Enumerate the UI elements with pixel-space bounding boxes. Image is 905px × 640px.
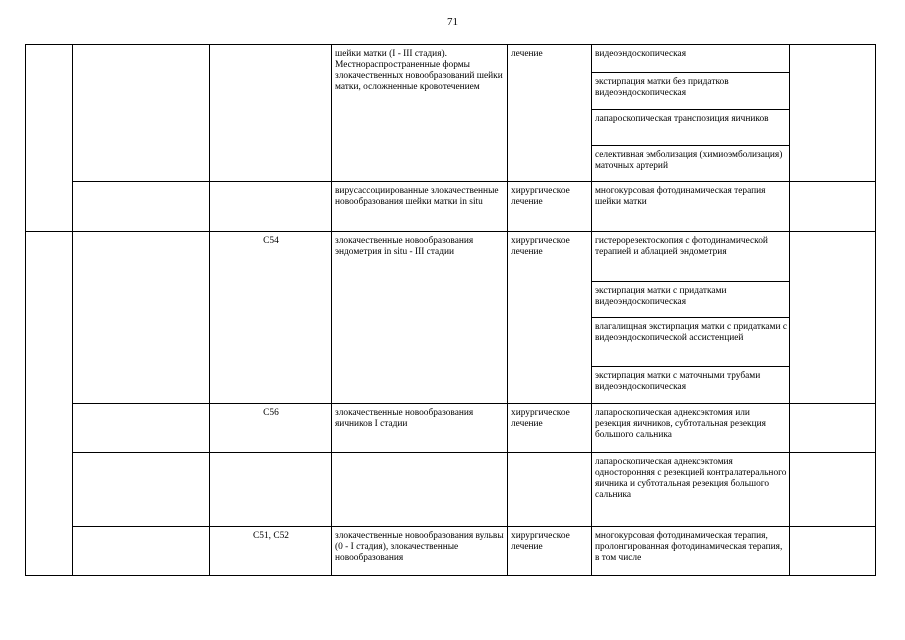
table-cell-method: экстирпация матки без придатков видеоэндоскопическая [592, 73, 790, 110]
table-cell-col1 [26, 232, 73, 576]
table-cell-method: многокурсовая фотодинамическая терапия, пролонгированная фотодинамическая терапия, в том числе [592, 527, 790, 576]
table-cell-col2 [73, 45, 210, 182]
table-cell-code [210, 453, 332, 527]
table-cell-last [790, 404, 876, 453]
page-number: 71 [447, 16, 458, 28]
table-cell-method: многокурсовая фотодинамическая терапия шейки матки [592, 182, 790, 232]
table-cell-condition: шейки матки (I - III стадия). Местнораспространенные формы злокачественных новообразований шейки матки, осложненные кровотечением [332, 45, 508, 182]
table-cell-last [790, 45, 876, 182]
table-cell-last [790, 527, 876, 576]
table-cell-treatment [508, 453, 592, 527]
table-cell-method: лапароскопическая аднексэктомия односторонняя с резекцией контралатерального яичника и субтотальная резекция большого сальника [592, 453, 790, 527]
table-cell-method: экстирпация матки с маточными трубами видеоэндоскопическая [592, 367, 790, 404]
table-cell-condition: вирусассоциированные злокачественные новообразования шейки матки in situ [332, 182, 508, 232]
table-cell-treatment: хирургическое лечение [508, 404, 592, 453]
table-cell-last [790, 453, 876, 527]
table-cell-condition [332, 453, 508, 527]
table-cell-code: C51, C52 [210, 527, 332, 576]
table-row [26, 527, 876, 576]
table-cell-condition: злокачественные новообразования эндометрия in situ - III стадии [332, 232, 508, 404]
table-cell-method: видеоэндоскопическая [592, 45, 790, 73]
table-cell-code: C56 [210, 404, 332, 453]
table-cell-last [790, 182, 876, 232]
table-cell-treatment: лечение [508, 45, 592, 182]
document-table [25, 44, 876, 576]
table-cell-treatment: хирургическое лечение [508, 182, 592, 232]
table-row [26, 232, 876, 282]
table-cell-last [790, 232, 876, 404]
table-cell-col2 [73, 404, 210, 453]
table-cell-code: C54 [210, 232, 332, 404]
table-cell-code [210, 182, 332, 232]
table-cell-treatment: хирургическое лечение [508, 527, 592, 576]
table-cell-method: влагалищная экстирпация матки с придатками с видеоэндоскопической ассистенцией [592, 318, 790, 367]
table-cell-method: экстирпация матки с придатками видеоэндоскопическая [592, 282, 790, 318]
table-cell-col1 [26, 45, 73, 232]
table-cell-method: гистерорезектоскопия с фотодинамической терапией и аблацией эндометрия [592, 232, 790, 282]
table-row [26, 404, 876, 453]
table-cell-col2 [73, 527, 210, 576]
table-cell-condition: злокачественные новообразования яичников I стадии [332, 404, 508, 453]
table-cell-code [210, 45, 332, 182]
table-cell-col2 [73, 453, 210, 527]
table-cell-condition: злокачественные новообразования вульвы (0 - I стадия), злокачественные новообразования [332, 527, 508, 576]
table-cell-treatment: хирургическое лечение [508, 232, 592, 404]
table-row [26, 45, 876, 73]
table-cell-col2 [73, 182, 210, 232]
table-cell-method: лапароскопическая транспозиция яичников [592, 110, 790, 146]
table-cell-method: селективная эмболизация (химиоэмболизация) маточных артерий [592, 146, 790, 182]
table-cell-method: лапароскопическая аднексэктомия или резекция яичников, субтотальная резекция большого сальника [592, 404, 790, 453]
table-row [26, 453, 876, 527]
table-row [26, 182, 876, 232]
table-cell-col2 [73, 232, 210, 404]
